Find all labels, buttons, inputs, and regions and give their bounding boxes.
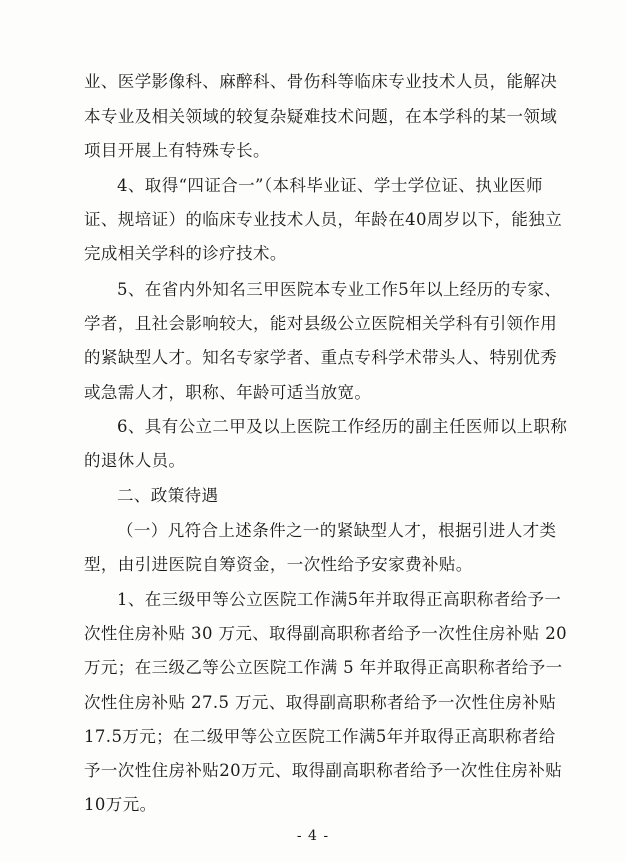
section-heading: 二、政策待遇 xyxy=(117,486,219,505)
text-line: 或急需人才，职称、年龄可适当放宽。 xyxy=(84,383,372,402)
text-line: 型，由引进医院自筹资金，一次性给予安家费补贴。 xyxy=(84,555,473,574)
text-line: 4、取得“四证合一”（本科毕业证、学士学位证、执业医师 xyxy=(117,176,543,195)
text-line: 业、医学影像科、麻醉科、骨伤科等临床专业技术人员，能解决 xyxy=(84,72,558,91)
text-line: 完成相关学科的诊疗技术。 xyxy=(84,244,287,263)
text-line: 项目开展上有特殊专长。 xyxy=(84,141,270,160)
text-line: 1、在三级甲等公立医院工作满5年并取得正高职称者给予一 xyxy=(117,590,562,609)
text-line: 证、规培证）的临床专业技术人员，年龄在40周岁以下，能独立 xyxy=(84,210,563,229)
text-line: 10万元。 xyxy=(84,795,157,814)
text-line: 的紧缺型人才。知名专家学者、重点专科学术带头人、特别优秀 xyxy=(84,348,558,367)
text-line: 5、在省内外知名三甲医院本专业工作5年以上经历的专家、 xyxy=(117,280,562,299)
text-line: 次性住房补贴 27.5 万元、取得副高职称者给予一次性住房补贴 xyxy=(84,693,557,712)
text-line: （一）凡符合上述条件之一的紧缺型人才，根据引进人才类 xyxy=(117,521,557,540)
text-line: 万元；在三级乙等公立医院工作满 5 年并取得正高职称者给予一 xyxy=(84,658,563,677)
text-line: 17.5万元；在二级甲等公立医院工作满5年并取得正高职称者给 xyxy=(84,727,556,746)
text-line: 的退休人员。 xyxy=(84,451,186,470)
text-line: 本专业及相关领域的较复杂疑难技术问题，在本学科的某一领域 xyxy=(84,107,558,126)
text-line: 次性住房补贴 30 万元、取得副高职称者给予一次性住房补贴 20 xyxy=(84,624,568,643)
text-line: 予一次性住房补贴20万元、取得副高职称者给予一次性住房补贴 xyxy=(84,761,563,780)
text-line: 学者，且社会影响较大，能对县级公立医院相关学科有引领作用 xyxy=(84,314,558,333)
page-number: - 4 - xyxy=(296,828,330,844)
text-line: 6、具有公立二甲及以上医院工作经历的副主任医师以上职称 xyxy=(117,417,568,436)
